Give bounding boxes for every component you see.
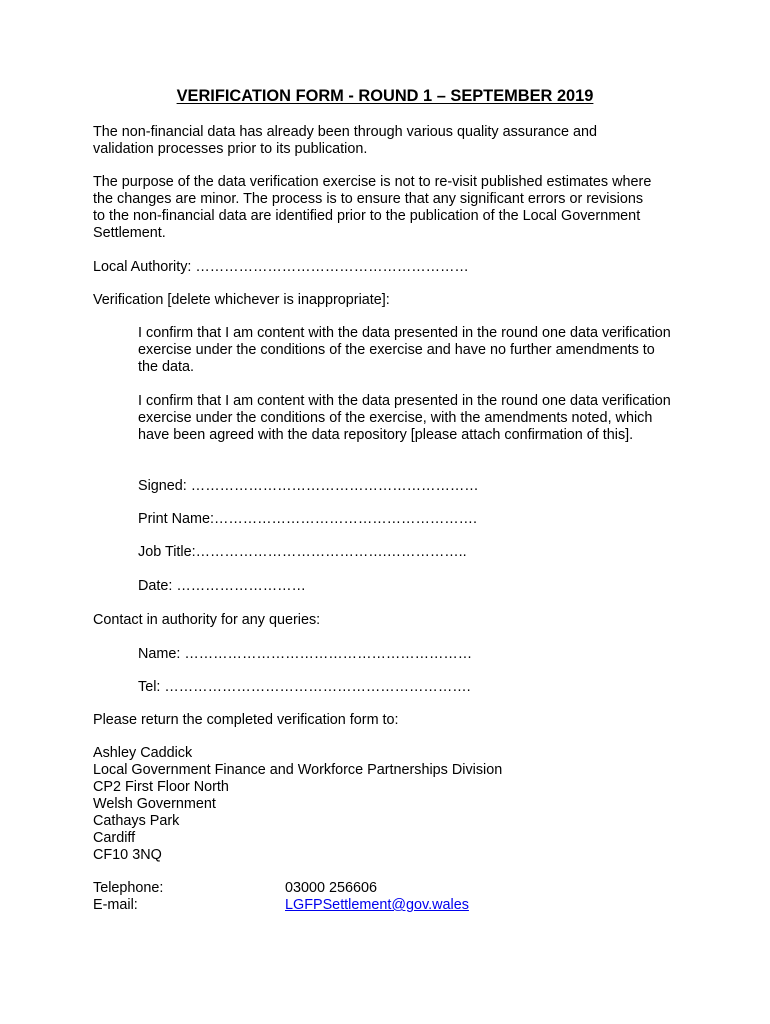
- address-line: Cardiff: [93, 830, 136, 846]
- email-link[interactable]: LGFPSettlement@gov.wales: [285, 897, 469, 913]
- contact-name-field[interactable]: Name: ……………………………………………………: [138, 646, 473, 662]
- local-authority-field[interactable]: Local Authority: …………………………………………………: [93, 259, 469, 275]
- telephone-label: Telephone:: [93, 880, 164, 896]
- signed-field[interactable]: Signed: ……………………………………………………: [138, 478, 479, 494]
- date-field[interactable]: Date: ………………………: [138, 578, 306, 594]
- address-line: Welsh Government: [93, 796, 216, 812]
- verification-heading: Verification [delete whichever is inappropriate]:: [93, 292, 390, 308]
- job-title-field[interactable]: Job Title:………………………………….……………..: [138, 544, 467, 560]
- contact-tel-field[interactable]: Tel: ……………………………………………………….: [138, 679, 471, 695]
- page-title: VERIFICATION FORM - ROUND 1 – SEPTEMBER 2019: [176, 87, 594, 105]
- verification-option-1: I confirm that I am content with the data presented in the round one data verification exercise under the conditions of the exercise and have no further amendments to the data.: [138, 325, 671, 375]
- address-line: CP2 First Floor North: [93, 779, 229, 795]
- intro-paragraph-1: The non-financial data has already been through various quality assurance and validation processes prior to its publication.: [93, 124, 598, 157]
- address-line: Cathays Park: [93, 813, 180, 829]
- print-name-field[interactable]: Print Name:……………………………………………….: [138, 511, 478, 527]
- return-address: [93, 745, 653, 864]
- address-line: Ashley Caddick: [93, 745, 193, 761]
- intro-paragraph-2: The purpose of the data verification exercise is not to re-visit published estimates where the changes are minor. The process is to ensure that any significant errors or revisions to the non-financial data are identified prior to the publication of the Local Government Settlement.: [93, 174, 652, 241]
- address-line: Local Government Finance and Workforce Partnerships Division: [93, 762, 503, 778]
- address-line: CF10 3NQ: [93, 847, 162, 863]
- email-label: E-mail:: [93, 897, 138, 913]
- verification-option-2: I confirm that I am content with the data presented in the round one data verification exercise under the conditions of the exercise, with the amendments noted, which have been agreed with the data repository [please attach confirmation of this].: [138, 393, 671, 443]
- telephone-value: 03000 256606: [285, 880, 378, 896]
- return-heading: Please return the completed verification form to:: [93, 712, 399, 728]
- contact-heading: Contact in authority for any queries:: [93, 612, 321, 628]
